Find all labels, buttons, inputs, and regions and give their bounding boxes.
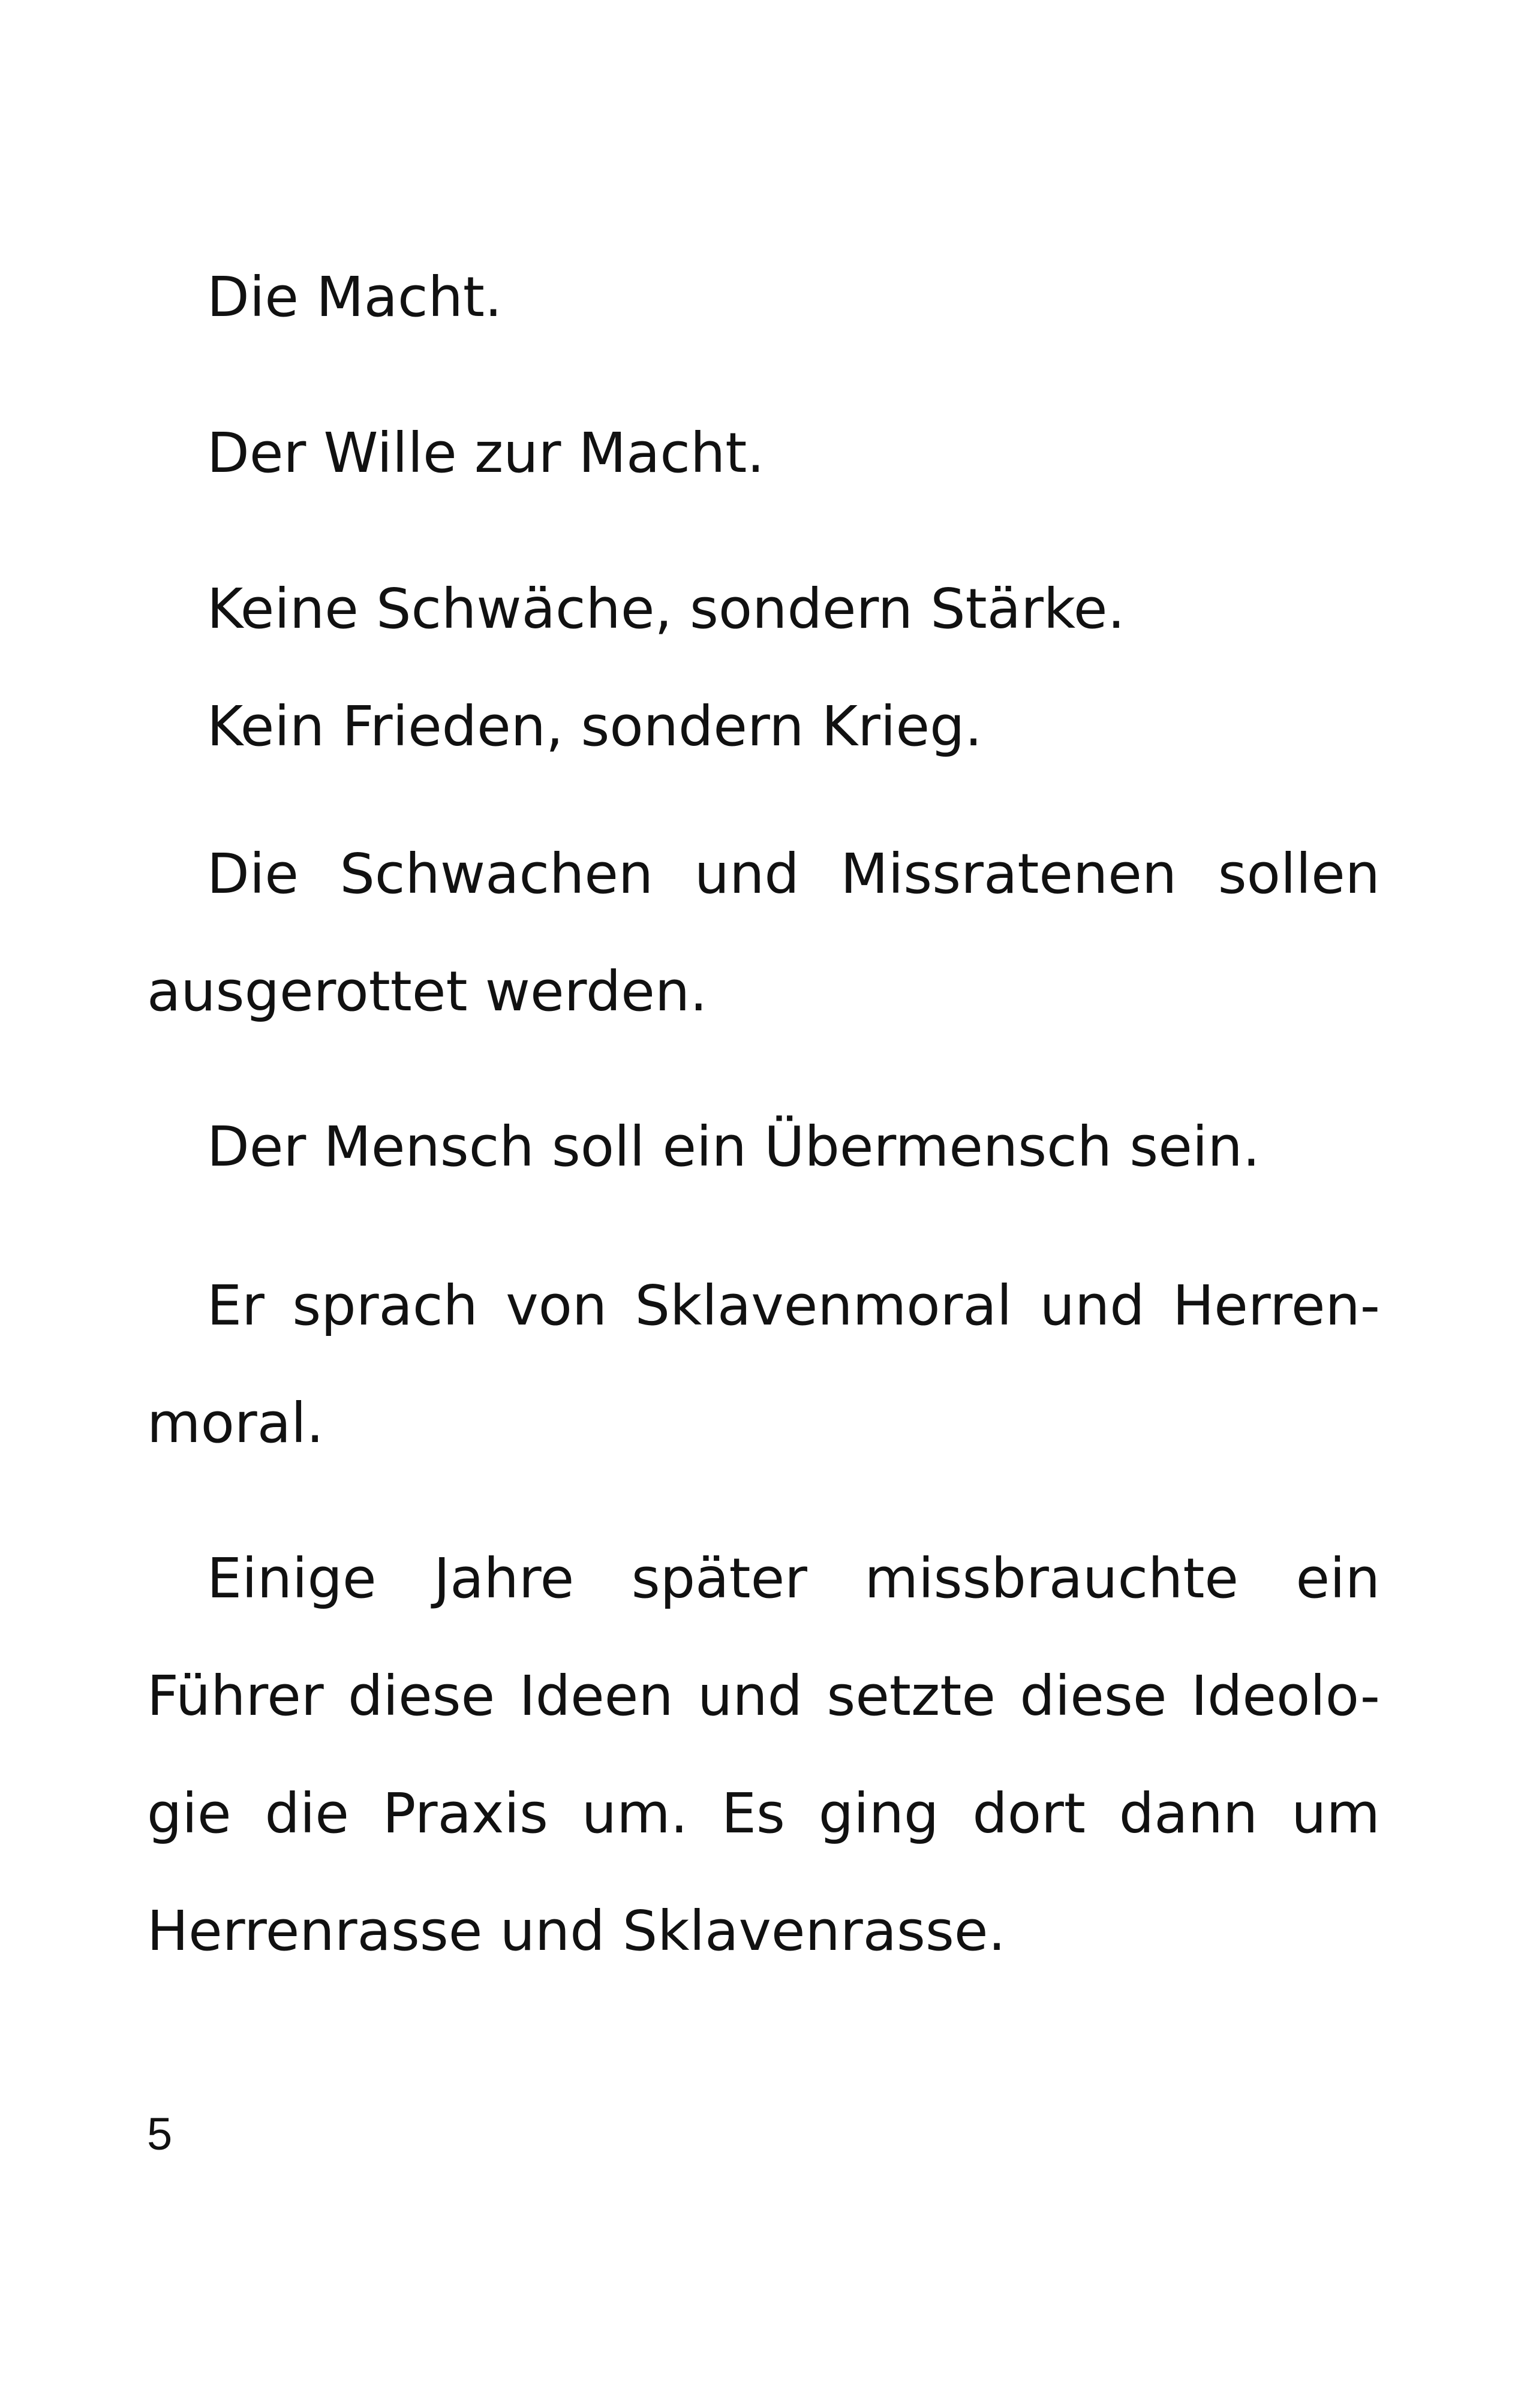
page-number: 5 xyxy=(147,2109,173,2160)
text-line: Die Schwachen und Missratenen sollen xyxy=(207,842,1380,906)
text-line: Führer diese Ideen und setzte diese Ideolo- xyxy=(147,1664,1380,1728)
paragraph-8 xyxy=(147,1520,1380,1990)
text-line: Kein Frieden, sondern Krieg. xyxy=(207,694,982,758)
text-line: gie die Praxis um. Es ging dort dann um xyxy=(147,1781,1380,1846)
text-line: Die Macht. xyxy=(207,265,503,329)
paragraph-2 xyxy=(147,395,1380,512)
paragraph-1 xyxy=(147,239,1380,356)
text-line: Der Wille zur Macht. xyxy=(207,421,765,485)
text-line: Der Mensch soll ein Übermensch sein. xyxy=(207,1115,1260,1179)
text-line: moral. xyxy=(147,1391,324,1455)
paragraph-6 xyxy=(147,1088,1380,1206)
text-line: Herrenrasse und Sklavenrasse. xyxy=(147,1899,1006,1963)
paragraph-7 xyxy=(147,1247,1380,1482)
text-line: Er sprach von Sklavenmoral und Herren- xyxy=(207,1274,1380,1338)
text-line: Einige Jahre später missbrauchte ein xyxy=(207,1546,1380,1611)
text-line: ausgerottet werden. xyxy=(147,959,708,1024)
paragraph-5 xyxy=(147,815,1380,1051)
text-line: Keine Schwäche, sondern Stärke. xyxy=(207,577,1125,641)
paragraph-4 xyxy=(147,668,1380,785)
paragraph-3 xyxy=(147,550,1380,668)
